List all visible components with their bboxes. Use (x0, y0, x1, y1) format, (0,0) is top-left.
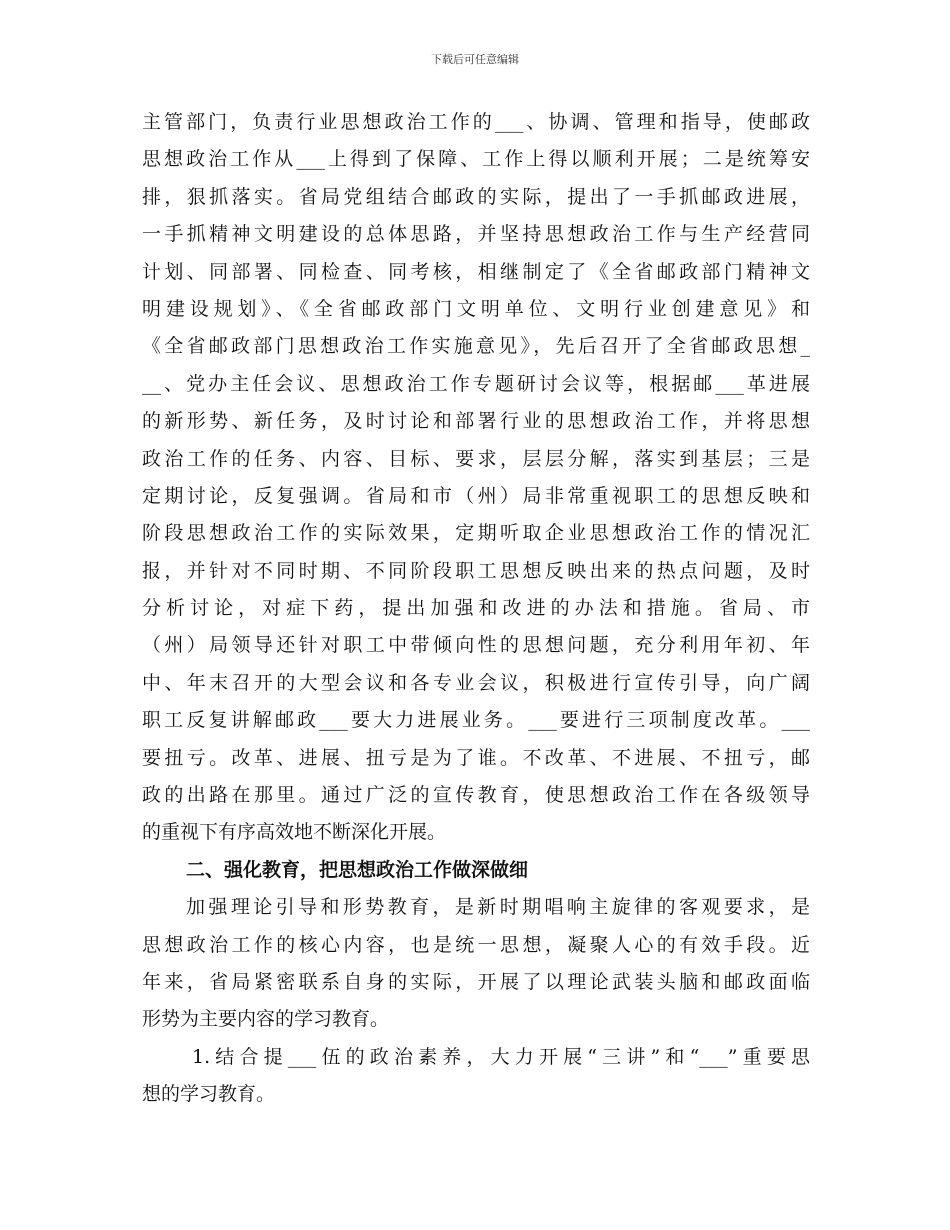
paragraph-line: 年来，省局紧密联系自身的实际，开展了以理论武装头脑和邮政面临 (142, 970, 810, 993)
paragraph-line: 分析讨论，对症下药，提出加强和改进的办法和措施。省局、市 (142, 597, 810, 620)
paragraph-line: 《全省邮政部门思想政治工作实施意见》，先后召开了全省邮政思想_ (142, 335, 810, 358)
paragraph-line: （州）局领导还针对职工中带倾向性的思想问题，充分利用年初、年 (142, 634, 810, 657)
paragraph-line: 思想政治工作从___上得到了保障、工作上得以顺利开展；二是统筹安 (142, 148, 810, 171)
paragraph-line: 思想政治工作的核心内容，也是统一思想，凝聚人心的有效手段。近 (142, 933, 810, 956)
paragraph-line: 政治工作的任务、内容、目标、要求，层层分解，落实到基层；三是 (142, 447, 810, 470)
paragraph-line: 定期讨论，反复强调。省局和市（州）局非常重视职工的思想反映和 (142, 484, 810, 507)
paragraph-line: 阶段思想政治工作的实际效果，定期听取企业思想政治工作的情况汇 (142, 522, 810, 545)
paragraph-line: 报，并针对不同时期、不同阶段职工思想反映出来的热点问题，及时 (142, 559, 810, 582)
paragraph-line: 要扭亏。改革、进展、扭亏是为了谁。不改革、不进展、不扭亏，邮 (142, 746, 810, 769)
paragraph-line: 加强理论引导和形势教育，是新时期唱响主旋律的客观要求，是 (186, 896, 810, 919)
paragraph-line: 计划、同部署、同检查、同考核，相继制定了《全省邮政部门精神文 (142, 260, 810, 283)
paragraph-line: 的新形势、新任务，及时讨论和部署行业的思想政治工作，并将思想 (142, 410, 810, 433)
paragraph-line: 排，狠抓落实。省局党组结合邮政的实际，提出了一手抓邮政进展， (142, 185, 810, 208)
list-item: 1.结合提___伍的政治素养，大力开展“三讲”和“___”重要思 (192, 1045, 810, 1068)
paragraph-line: 中、年末召开的大型会议和各专业会议，积极进行宣传引导，向广阔 (142, 671, 810, 694)
paragraph-line: 明建设规划》、《全省邮政部门文明单位、文明行业创建意见》和 (142, 297, 810, 320)
paragraph-line: 的重视下有序高效地不断深化开展。 (142, 821, 447, 844)
paragraph-line: 一手抓精神文明建设的总体思路，并坚持思想政治工作与生产经营同 (142, 223, 810, 246)
paragraph-line: 政的出路在那里。通过广泛的宣传教育，使思想政治工作在各级领导 (142, 784, 810, 807)
paragraph-line: 职工反复讲解邮政___要大力进展业务。___要进行三项制度改革。___ (142, 709, 810, 732)
document-body (142, 104, 810, 1114)
section-heading: 二、强化教育，把思想政治工作做深做细 (186, 858, 529, 881)
paragraph-line: 主管部门，负责行业思想政治工作的___、协调、管理和指导，使邮政 (142, 111, 810, 133)
page-header: 下载后可任意编辑 (431, 53, 519, 66)
paragraph-line: 想的学习教育。 (142, 1083, 276, 1106)
paragraph-line: 形势为主要内容的学习教育。 (142, 1008, 390, 1031)
paragraph-line: __、党办主任会议、思想政治工作专题研讨会议等，根据邮___革进展 (142, 372, 810, 395)
